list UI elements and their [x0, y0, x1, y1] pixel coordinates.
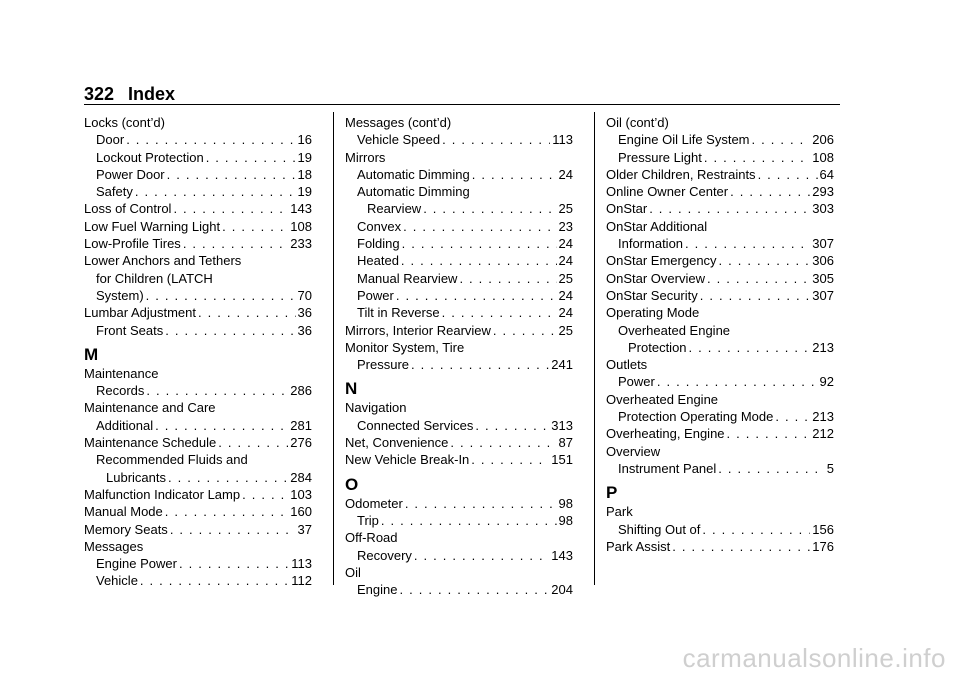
entry-text: Loss of Control — [84, 201, 172, 217]
page-ref: 87 — [558, 435, 573, 451]
index-entry — [84, 555, 312, 572]
page-number: 322 — [84, 84, 115, 104]
page-header — [84, 84, 840, 104]
entry-text: Door — [96, 132, 125, 148]
index-entry — [84, 382, 312, 399]
index-entry — [84, 252, 312, 269]
index-entry — [84, 469, 312, 486]
entry-text: OnStar Overview — [606, 270, 705, 286]
watermark: carmanualsonline.info — [682, 643, 946, 673]
entry-text: Older Children, Restraints — [606, 166, 756, 182]
page-ref: 281 — [290, 417, 312, 433]
dot-leader — [475, 417, 549, 434]
index-entry — [606, 114, 834, 131]
entry-text: Power Door — [96, 166, 165, 182]
index-entry — [84, 287, 312, 304]
page-ref: 113 — [552, 132, 573, 148]
entry-text: Engine — [357, 582, 398, 598]
entry-text: Overheated Engine — [606, 391, 719, 407]
page-ref: 143 — [551, 547, 573, 563]
entry-text: System) — [96, 287, 144, 303]
page-ref: 108 — [290, 218, 312, 234]
entry-text: Messages — [84, 538, 144, 554]
entry-text: Off-Road — [345, 530, 398, 546]
dot-leader — [450, 434, 556, 451]
dot-leader — [126, 131, 295, 148]
page-ref: 112 — [291, 573, 312, 589]
entry-text: Manual Mode — [84, 504, 163, 520]
entry-text: Lower Anchors and Tethers — [84, 253, 242, 269]
page-ref: 108 — [812, 149, 834, 165]
dot-leader — [657, 373, 818, 390]
page-ref: 24 — [558, 287, 573, 303]
entry-text: Power — [618, 374, 655, 390]
entry-text: OnStar — [606, 201, 648, 217]
entry-text: Outlets — [606, 357, 648, 373]
dot-leader — [707, 270, 810, 287]
index-entry — [84, 183, 312, 200]
dot-leader — [170, 521, 296, 538]
index-entry — [606, 322, 834, 339]
entry-text: Messages (cont’d) — [345, 115, 452, 130]
entry-text: Navigation — [345, 400, 407, 416]
entry-text: Protection Operating Mode — [618, 409, 774, 425]
index-column-3 — [606, 114, 834, 555]
index-entry — [606, 339, 834, 356]
dot-leader — [405, 495, 557, 512]
section-letter: P — [606, 483, 618, 503]
index-entry — [606, 304, 834, 321]
entry-text: Odometer — [345, 495, 403, 511]
index-entry — [345, 218, 573, 235]
index-entry — [84, 572, 312, 589]
dot-leader — [718, 460, 824, 477]
index-entry — [606, 391, 834, 408]
dot-leader — [730, 183, 810, 200]
index-entry — [345, 287, 573, 304]
index-entry — [606, 443, 834, 460]
dot-leader — [727, 425, 811, 442]
entry-text: Automatic Dimming — [357, 166, 470, 182]
index-entry — [606, 131, 834, 148]
entry-text: Recommended Fluids and — [96, 452, 248, 468]
index-entry — [345, 529, 573, 546]
entry-text: Oil (cont’d) — [606, 115, 669, 130]
page-ref: 233 — [290, 236, 312, 252]
index-entry — [84, 322, 312, 339]
index-entry — [606, 538, 834, 555]
index-entry — [84, 434, 312, 451]
page-ref: 5 — [826, 460, 834, 476]
dot-leader — [752, 131, 811, 148]
dot-leader — [135, 183, 296, 200]
entry-text: OnStar Emergency — [606, 253, 717, 269]
entry-text: Pressure — [357, 357, 410, 373]
page-ref: 276 — [290, 435, 312, 451]
index-entry — [606, 503, 834, 520]
page-ref: 25 — [558, 322, 573, 338]
entry-text: New Vehicle Break-In — [345, 452, 470, 468]
page-ref: 92 — [819, 374, 834, 390]
page-ref: 103 — [290, 486, 312, 502]
index-entry — [345, 149, 573, 166]
index-entry — [345, 564, 573, 581]
entry-text: Manual Rearview — [357, 270, 458, 286]
index-entry — [345, 399, 573, 416]
dot-leader — [183, 235, 288, 252]
dot-leader — [403, 218, 556, 235]
index-entry — [606, 235, 834, 252]
index-entry — [606, 252, 834, 269]
entry-text: Shifting Out of — [618, 521, 701, 537]
page-ref: 19 — [297, 149, 312, 165]
column-divider — [594, 112, 595, 585]
page-ref: 23 — [558, 218, 573, 234]
dot-leader — [167, 166, 296, 183]
dot-leader — [459, 270, 556, 287]
index-column-1 — [84, 114, 312, 590]
entry-text: Low Fuel Warning Light — [84, 218, 221, 234]
dot-leader — [672, 538, 810, 555]
page-ref: 24 — [558, 166, 573, 182]
index-entry — [606, 270, 834, 287]
index-column-2 — [345, 114, 573, 598]
entry-text: Maintenance and Care — [84, 400, 216, 416]
index-entry — [84, 451, 312, 468]
entry-text: Trip — [357, 512, 379, 528]
page-ref: 213 — [812, 409, 834, 425]
dot-leader — [206, 149, 296, 166]
entry-text: Engine Power — [96, 556, 177, 572]
entry-text: Operating Mode — [606, 305, 700, 321]
page-ref: 36 — [297, 322, 312, 338]
entry-text: for Children (LATCH — [96, 270, 213, 286]
dot-leader — [402, 235, 557, 252]
page-ref: 36 — [297, 305, 312, 321]
page-ref: 313 — [551, 417, 573, 433]
entry-text: Rearview — [367, 201, 422, 217]
dot-leader — [442, 304, 557, 321]
dot-leader — [689, 339, 811, 356]
entry-text: Overview — [606, 443, 661, 459]
index-entry — [345, 183, 573, 200]
column-divider — [333, 112, 334, 585]
dot-leader — [222, 218, 288, 235]
dot-leader — [758, 166, 818, 183]
dot-leader — [401, 252, 557, 269]
index-entry — [345, 339, 573, 356]
entry-text: Net, Convenience — [345, 435, 449, 451]
dot-leader — [399, 581, 549, 598]
entry-text: Information — [618, 236, 684, 252]
entry-text: Recovery — [357, 547, 412, 563]
dot-leader — [218, 434, 288, 451]
dot-leader — [719, 252, 811, 269]
dot-leader — [198, 304, 296, 321]
entry-text: Maintenance — [84, 365, 159, 381]
page-ref: 24 — [558, 253, 573, 269]
dot-leader — [173, 200, 288, 217]
entry-text: Heated — [357, 253, 399, 269]
index-entry — [606, 200, 834, 217]
page-ref: 143 — [290, 201, 312, 217]
entry-text: Records — [96, 383, 145, 399]
dot-leader — [702, 521, 810, 538]
entry-text: Maintenance Schedule — [84, 435, 217, 451]
index-entry — [84, 538, 312, 555]
page-ref: 70 — [297, 287, 312, 303]
index-entry — [84, 149, 312, 166]
index-entry — [345, 131, 573, 148]
index-entry — [345, 495, 573, 512]
index-entry — [606, 425, 834, 442]
index-entry — [345, 114, 573, 131]
page-ref: 176 — [812, 538, 834, 554]
entry-text: Oil — [345, 564, 361, 580]
index-entry — [345, 417, 573, 434]
entry-text: Overheating, Engine — [606, 426, 725, 442]
page-ref: 25 — [558, 201, 573, 217]
index-entry — [84, 365, 312, 382]
dot-leader — [411, 356, 549, 373]
entry-text: OnStar Additional — [606, 218, 708, 234]
dot-leader — [493, 322, 557, 339]
page-ref: 306 — [812, 253, 834, 269]
entry-text: Connected Services — [357, 417, 474, 433]
index-entry — [345, 512, 573, 529]
page-ref: 19 — [297, 184, 312, 200]
entry-text: Lumbar Adjustment — [84, 305, 197, 321]
entry-text: Front Seats — [96, 322, 164, 338]
entry-text: Convex — [357, 218, 402, 234]
entry-text: Engine Oil Life System — [618, 132, 750, 148]
page-ref: 160 — [290, 504, 312, 520]
page-ref: 98 — [558, 512, 573, 528]
entry-text: Park Assist — [606, 538, 671, 554]
dot-leader — [396, 287, 557, 304]
index-entry — [345, 304, 573, 321]
index-entry — [84, 417, 312, 434]
entry-text: Mirrors — [345, 149, 386, 165]
entry-text: Additional — [96, 417, 154, 433]
page-ref: 24 — [558, 236, 573, 252]
entry-text: Monitor System, Tire — [345, 339, 465, 355]
index-entry — [84, 270, 312, 287]
page-ref: 64 — [819, 166, 834, 182]
entry-text: Tilt in Reverse — [357, 305, 440, 321]
index-entry — [606, 373, 834, 390]
entry-text: Park — [606, 504, 633, 520]
index-entry — [345, 451, 573, 468]
entry-text: Safety — [96, 184, 133, 200]
index-entry — [345, 356, 573, 373]
dot-leader — [471, 451, 549, 468]
index-entry — [84, 166, 312, 183]
entry-text: Vehicle — [96, 573, 138, 589]
index-entry — [345, 252, 573, 269]
page-ref: 286 — [290, 383, 312, 399]
page-ref: 113 — [291, 556, 312, 572]
dot-leader — [414, 547, 549, 564]
entry-text: Folding — [357, 236, 400, 252]
page-ref: 293 — [812, 184, 834, 200]
index-entry — [84, 399, 312, 416]
index-entry — [606, 183, 834, 200]
index-entry — [345, 434, 573, 451]
index-entry — [345, 322, 573, 339]
dot-leader — [381, 512, 557, 529]
page-ref: 303 — [812, 201, 834, 217]
entry-text: Malfunction Indicator Lamp — [84, 486, 241, 502]
page-ref: 212 — [812, 426, 834, 442]
header-rule — [84, 104, 840, 105]
index-entry — [84, 304, 312, 321]
index-entry — [606, 521, 834, 538]
section-letter: N — [345, 379, 358, 399]
index-entry — [606, 287, 834, 304]
index-entry — [84, 218, 312, 235]
index-entry — [84, 486, 312, 503]
entry-text: Lockout Protection — [96, 149, 204, 165]
index-entry — [84, 235, 312, 252]
index-entry — [606, 408, 834, 425]
dot-leader — [179, 555, 289, 572]
entry-text: Power — [357, 287, 394, 303]
entry-text: Overheated Engine — [618, 322, 731, 338]
index-entry — [345, 200, 573, 217]
index-entry — [606, 218, 834, 235]
page-title: Index — [128, 84, 176, 104]
page-ref: 206 — [812, 132, 834, 148]
index-entry — [345, 270, 573, 287]
page-ref: 305 — [812, 270, 834, 286]
page-ref: 16 — [297, 132, 312, 148]
dot-leader — [168, 469, 288, 486]
section-letter: M — [84, 344, 99, 364]
entry-text: Automatic Dimming — [357, 184, 470, 200]
entry-text: Lubricants — [106, 469, 166, 485]
index-entry — [606, 356, 834, 373]
dot-leader — [442, 131, 550, 148]
page-ref: 213 — [812, 339, 834, 355]
index-entry — [345, 581, 573, 598]
page-ref: 156 — [812, 521, 834, 537]
page-ref: 18 — [297, 166, 312, 182]
page-ref: 241 — [551, 357, 573, 373]
page-ref: 24 — [558, 305, 573, 321]
index-entry — [606, 149, 834, 166]
section-letter: O — [345, 474, 359, 494]
index-entry — [606, 460, 834, 477]
index-entry — [345, 547, 573, 564]
index-entry — [345, 166, 573, 183]
entry-text: Protection — [628, 339, 687, 355]
page-ref: 204 — [551, 582, 573, 598]
dot-leader — [685, 235, 810, 252]
page-ref: 307 — [812, 236, 834, 252]
dot-leader — [165, 322, 295, 339]
dot-leader — [242, 486, 288, 503]
dot-leader — [472, 166, 557, 183]
entry-text: Mirrors, Interior Rearview — [345, 322, 491, 338]
entry-text: Low-Profile Tires — [84, 236, 181, 252]
dot-leader — [649, 200, 810, 217]
index-entry — [84, 114, 312, 131]
page-ref: 307 — [812, 287, 834, 303]
entry-text: Instrument Panel — [618, 460, 717, 476]
entry-text: Pressure Light — [618, 149, 702, 165]
dot-leader — [155, 417, 288, 434]
index-entry — [84, 200, 312, 217]
page-ref: 37 — [297, 521, 312, 537]
dot-leader — [140, 572, 289, 589]
page-ref: 98 — [558, 495, 573, 511]
page-ref: 151 — [551, 452, 573, 468]
page-ref: 25 — [558, 270, 573, 286]
dot-leader — [700, 287, 811, 304]
dot-leader — [146, 382, 288, 399]
dot-leader — [775, 408, 810, 425]
dot-leader — [146, 287, 296, 304]
entry-text: Memory Seats — [84, 521, 168, 537]
index-entry — [84, 503, 312, 520]
page-ref: 284 — [290, 469, 312, 485]
index-entry — [84, 131, 312, 148]
dot-leader — [165, 503, 289, 520]
index-entry — [606, 166, 834, 183]
entry-text: Vehicle Speed — [357, 132, 441, 148]
entry-text: Locks (cont’d) — [84, 115, 165, 130]
entry-text: OnStar Security — [606, 287, 698, 303]
entry-text: Online Owner Center — [606, 184, 729, 200]
dot-leader — [423, 200, 556, 217]
index-entry — [84, 521, 312, 538]
index-entry — [345, 235, 573, 252]
dot-leader — [704, 149, 810, 166]
